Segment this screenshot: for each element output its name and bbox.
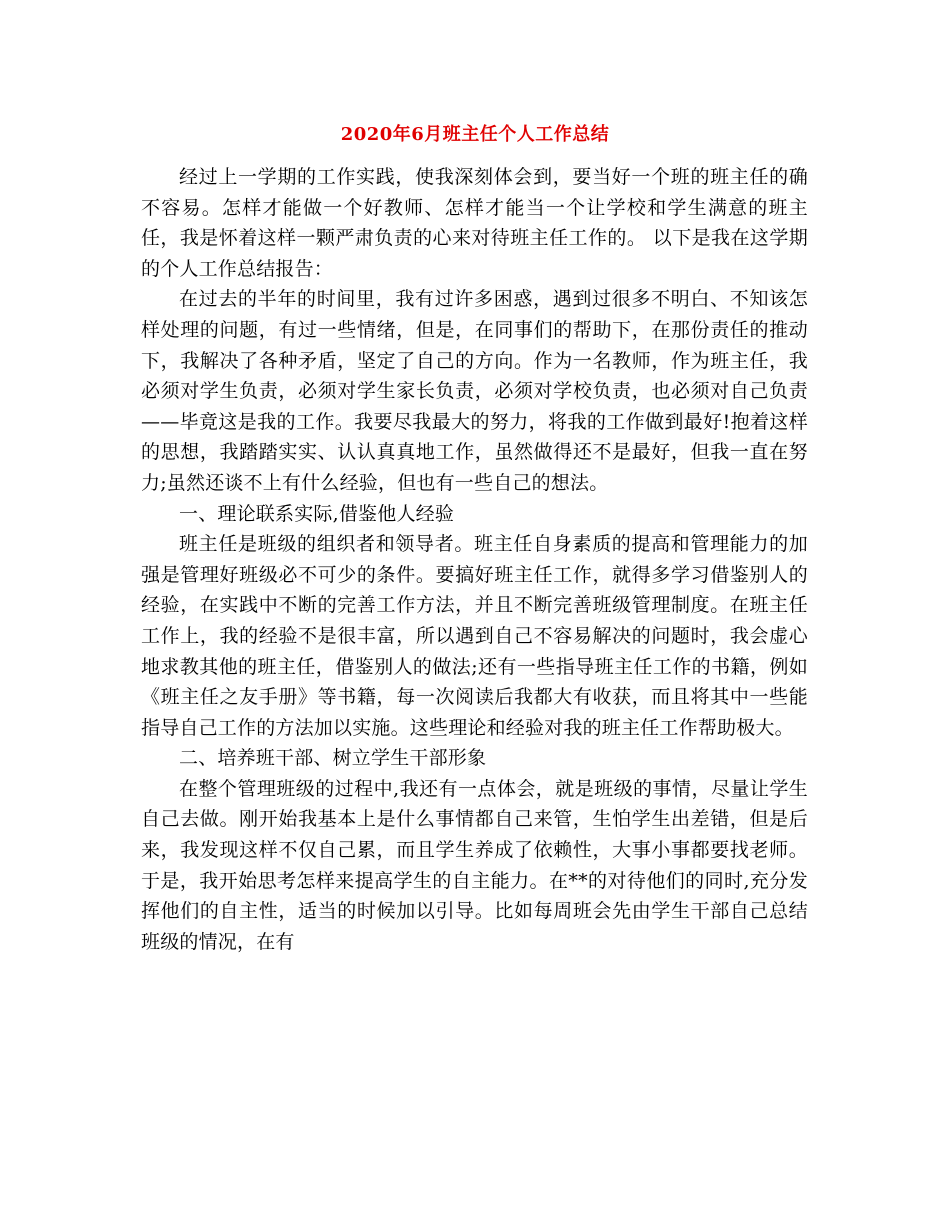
section-heading-2: 二、培养班干部、树立学生干部形象	[179, 747, 487, 770]
document-title: 2020年6月班主任个人工作总结	[340, 124, 610, 145]
section-heading-1: 一、理论联系实际,借鉴他人经验	[179, 502, 455, 525]
paragraph-reflection: 在过去的半年的时间里，我有过许多困惑，遇到过很多不明白、不知该怎样处理的问题，有过一些情绪，但是，在同事们的帮助下，在那份责任的推动下，我解决了各种矛盾，坚定了自己的方向。作为一名教师，作为班主任，我必须对学生负责，必须对学生家长负责，必须对学校负责，也必须对自己负责——毕竟这是我的工作。我要尽我最大的努力，将我的工作做到最好!抱着这样的思想，我踏踏实实、认认真真地工作，虽然做得还不是最好，但我一直在努力;虽然还谈不上有什么经验，但也有一些自己的想法。	[141, 288, 808, 494]
paragraph-intro: 经过上一学期的工作实践，使我深刻体会到，要当好一个班的班主任的确不容易。怎样才能做一个好教师、怎样才能当一个让学校和学生满意的班主任，我是怀着这样一颗严肃负责的心来对待班主任工作的。 以下是我在这学期的个人工作总结报告：	[141, 166, 808, 280]
paragraph-section-2: 在整个管理班级的过程中,我还有一点体会，就是班级的事情，尽量让学生自己去做。刚开始我基本上是什么事情都自己来管，生怕学生出差错，但是后来，我发现这样不仅自己累，而且学生养成了依赖性，大事小事都要找老师。于是，我开始思考怎样来提高学生的自主能力。在**的对待他们的同时,充分发挥他们的自主性，适当的时候加以引导。比如每周班会先由学生干部自己总结班级的情况，在有	[141, 777, 808, 953]
document-body	[141, 162, 808, 957]
paragraph-section-1: 班主任是班级的组织者和领导者。班主任自身素质的提高和管理能力的加强是管理好班级必不可少的条件。要搞好班主任工作，就得多学习借鉴别人的经验，在实践中不断的完善工作方法，并且不断完善班级管理制度。在班主任工作上，我的经验不是很丰富，所以遇到自己不容易解决的问题时，我会虚心地求教其他的班主任，借鉴别人的做法;还有一些指导班主任工作的书籍，例如《班主任之友手册》等书籍，每一次阅读后我都大有收获，而且将其中一些能指导自己工作的方法加以实施。这些理论和经验对我的班主任工作帮助极大。	[141, 533, 808, 739]
